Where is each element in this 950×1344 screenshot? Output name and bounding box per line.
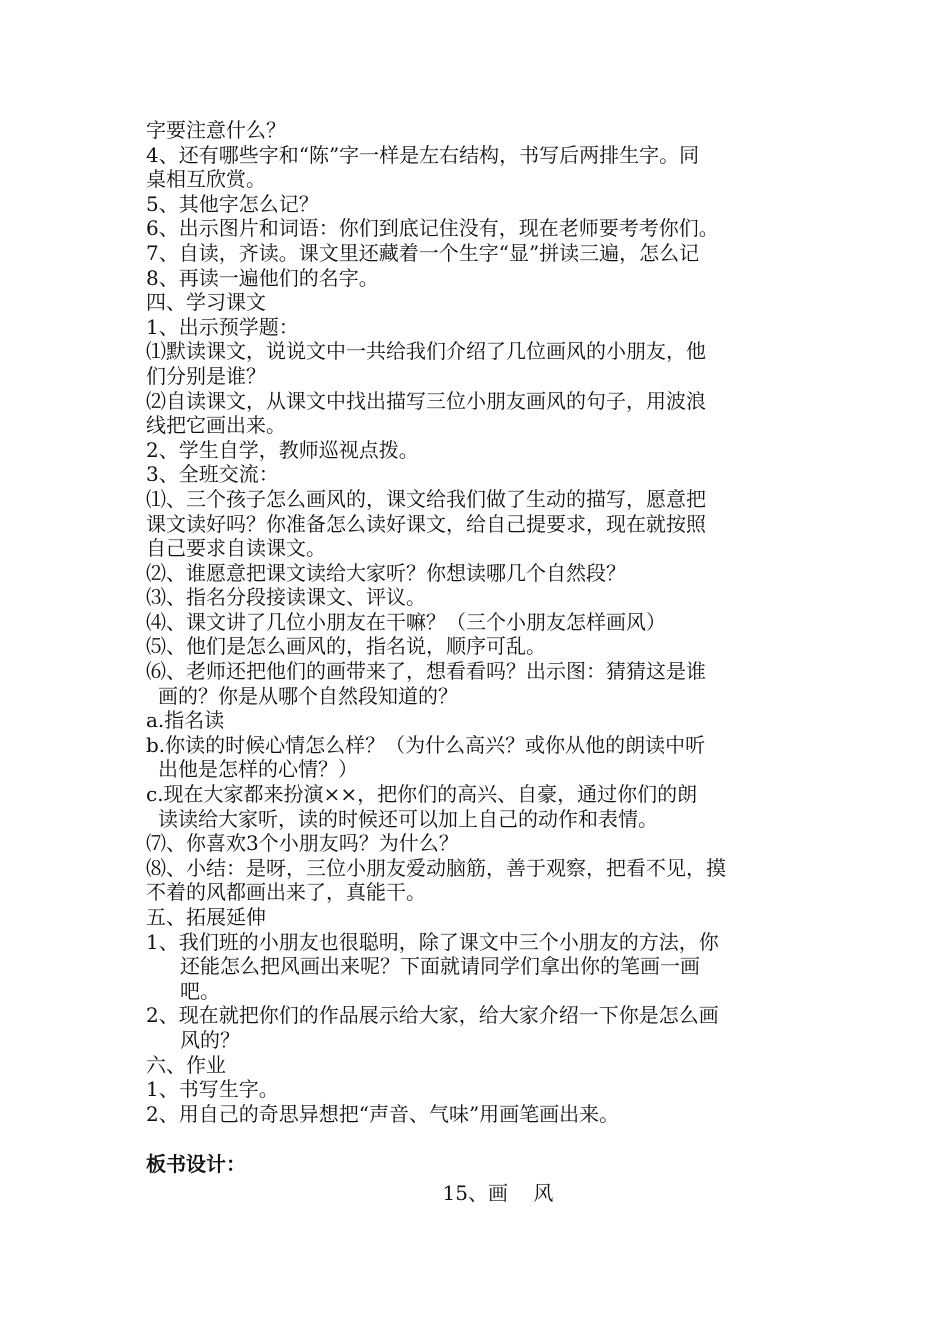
text-line: ⑹、老师还把他们的画带来了，想看看吗？出示图：猜猜这是谁 [146,659,706,684]
text-line: ⑺、你喜欢3个小朋友吗？为什么？ [146,831,459,856]
text-line: 1、出示预学题： [146,314,299,339]
text-line: 课文读好吗？你准备怎么读好课文，给自己提要求，现在就按照 [146,511,706,536]
text-line: 吧。 [180,978,220,1003]
text-line: ⑷、课文讲了几位小朋友在干嘛？（三个小朋友怎样画风） [146,609,666,634]
text-line: 读读给大家听，读的时候还可以加上自己的动作和表情。 [158,806,658,831]
text-line: 字要注意什么？ [146,118,286,142]
text-line: 5、其他字怎么记？ [146,191,319,216]
text-line: 还能怎么把风画出来呢？下面就请同学们拿出你的笔画一画 [180,954,700,979]
text-line: ⑴、三个孩子怎么画风的，课文给我们做了生动的描写，愿意把 [146,486,706,511]
text-line: c.现在大家都来扮演××，把你们的高兴、自豪，通过你们的朗 [146,782,698,807]
text-line: ⑵自读课文，从课文中找出描写三位小朋友画风的句子，用波浪 [146,388,706,413]
text-line: 7、自读，齐读。课文里还藏着一个生字“显”拼读三遍，怎么记 [146,240,700,265]
text-line: 4、还有哪些字和“陈”字一样是左右结构，书写后两排生字。同 [146,142,700,167]
text-line: 风的？ [180,1027,240,1052]
text-line: 自己要求自读课文。 [146,536,326,561]
text-line: ⑻、小结：是呀，三位小朋友爱动脑筋，善于观察，把看不见，摸 [146,855,726,880]
text-line: 桌相互欣赏。 [146,167,266,192]
board-design-label: 板书设计： [146,1152,246,1177]
text-line: 6、出示图片和词语：你们到底记住没有，现在老师要考考你们。 [146,216,719,241]
text-line: 不着的风都画出来了，真能干。 [146,880,426,905]
board-design-title: 15、画 风 [442,1180,554,1205]
text-line: 1、我们班的小朋友也很聪明，除了课文中三个小朋友的方法，你 [146,929,719,954]
text-line: b.你读的时候心情怎么样？（为什么高兴？或你从他的朗读中听 [146,732,706,757]
text-line: 2、现在就把你们的作品展示给大家，给大家介绍一下你是怎么画 [146,1003,719,1028]
spacer [146,1126,810,1152]
text-line: 8、再读一遍他们的名字。 [146,265,379,290]
lesson-plan-body [146,118,810,1206]
text-line: 2、用自己的奇思异想把“声音、气味”用画笔画出来。 [146,1101,620,1126]
text-line: 画的？你是从哪个自然段知道的？ [158,683,458,708]
section-heading: 四、学习课文 [146,290,266,315]
section-heading: 六、作业 [146,1052,226,1077]
text-line: ⑸、他们是怎么画风的，指名说，顺序可乱。 [146,634,546,659]
text-line: 们分别是谁？ [146,363,266,388]
text-line: 2、学生自学，教师巡视点拨。 [146,437,419,462]
text-line: 出他是怎样的心情？） [158,757,358,782]
text-line: 1、书写生字。 [146,1077,279,1102]
text-line: ⑵、谁愿意把课文读给大家听？你想读哪几个自然段？ [146,560,626,585]
text-line: ⑶、指名分段接读课文、评议。 [146,585,426,610]
text-line: ⑴默读课文，说说文中一共给我们介绍了几位画风的小朋友，他 [146,339,706,364]
text-line: 线把它画出来。 [146,413,286,438]
text-line: a.指名读 [146,708,225,733]
section-heading: 五、拓展延伸 [146,905,266,929]
text-line: 3、全班交流： [146,462,279,487]
